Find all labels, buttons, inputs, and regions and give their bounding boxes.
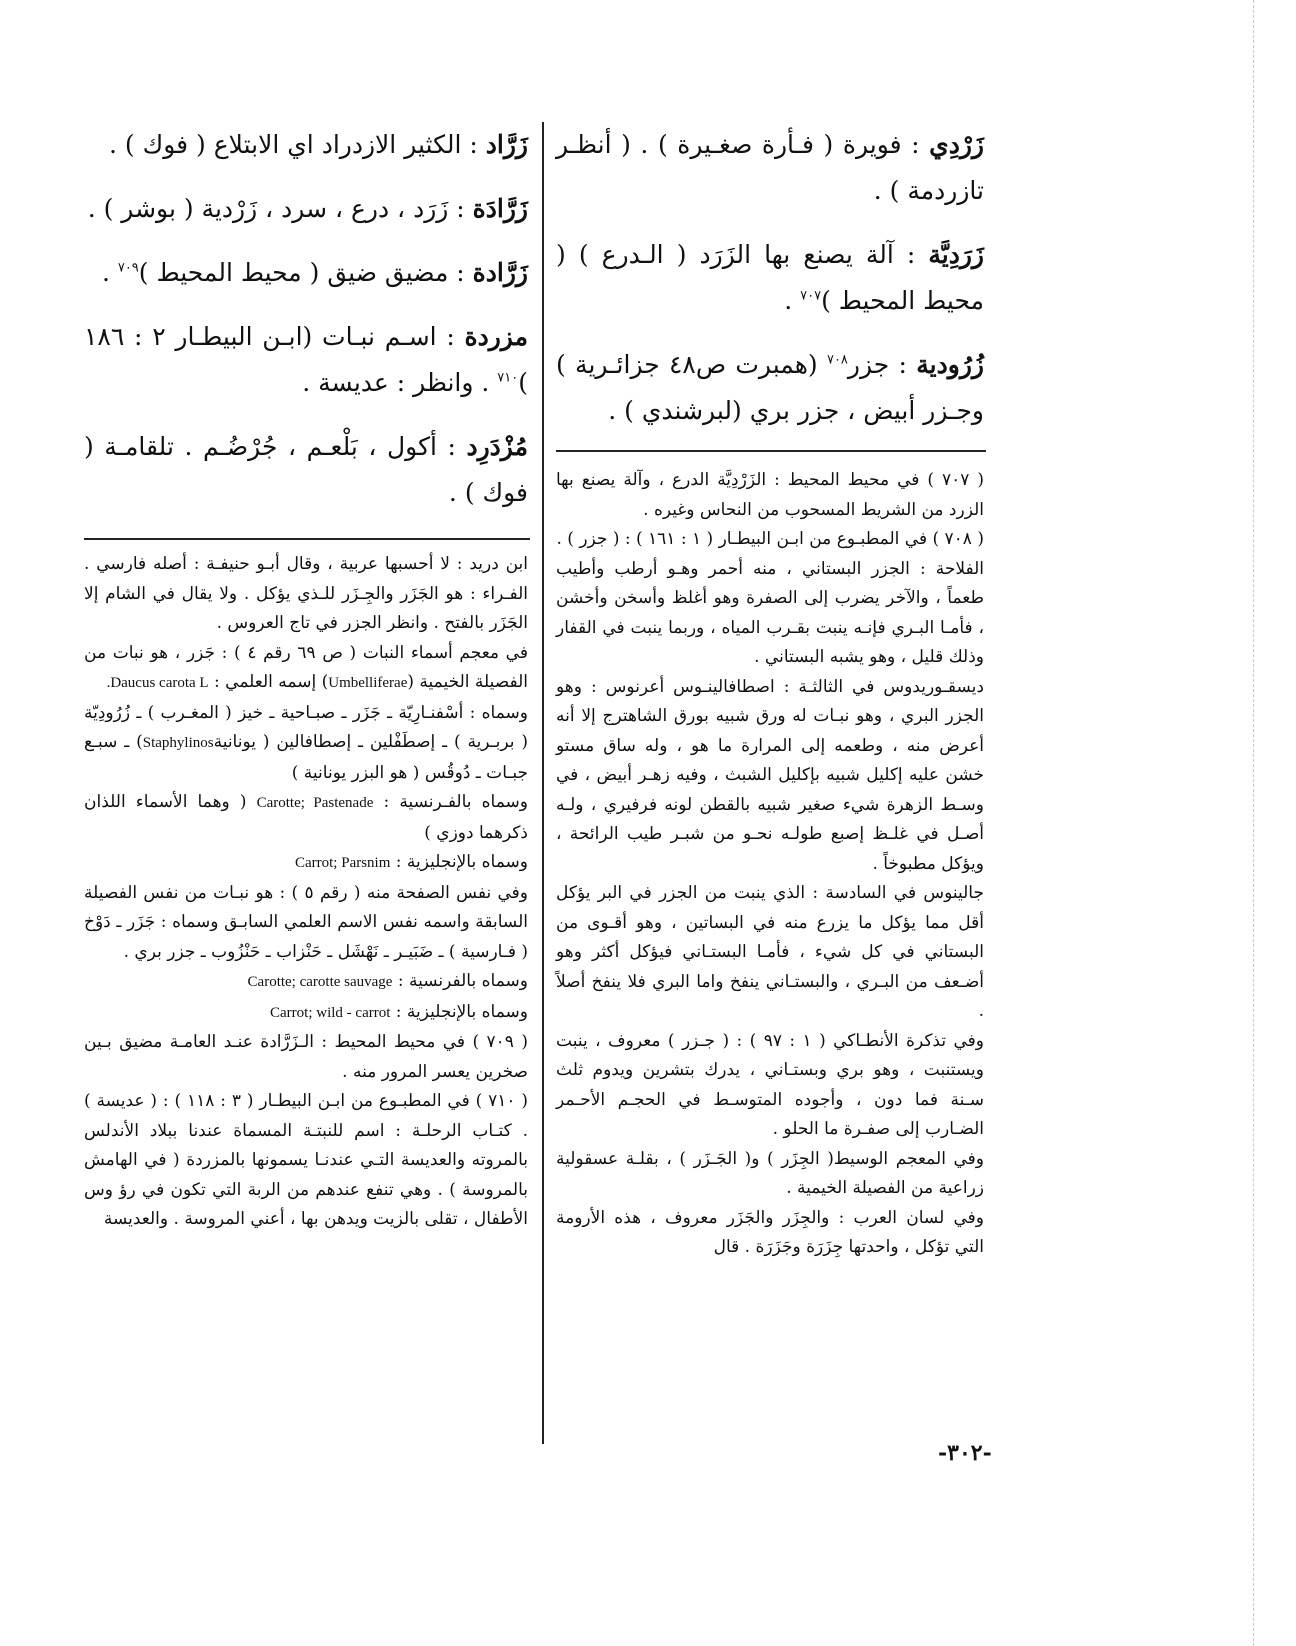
definition: : جزر — [847, 350, 917, 379]
definition: : اسـم نبـات (ابـن البيطـار ٢ : ١٨٦ ) — [84, 322, 528, 397]
definition: : الكثير الازدراد اي الابتلاع ( فوك ) . — [109, 130, 486, 159]
definition-tail: . — [101, 258, 118, 287]
footnote: وفي لسان العرب : والجِزَر والجَزَر معروف ، هذه الأرومة التي تؤكل ، واحدتها جِزَرَة وجَزَرَة . قال — [556, 1207, 984, 1257]
latin-term: Staphylinos — [142, 735, 214, 751]
headword: زَرْدِي — [929, 130, 984, 159]
page-edge — [1253, 0, 1254, 1646]
footnote: ابن دريد : لا أحسبها عربية ، وقال أبـو حنيفـة : أصله فارسي . الفـراء : هو الجَزَر والجِـزَر للـذي يؤكل . ولا يقال في الشام إلا الجَزَر بالفتح . وانظر الجزر في تاج العروس . — [84, 554, 528, 633]
definition: : زَرَد ، درع ، سرد ، زَرْدية ( بوشر ) . — [87, 194, 473, 223]
definition: : أكول ، بَلْعـم ، جُرْضُـم . تلقامـة ( فوك ) . — [84, 432, 528, 507]
definition-tail: . وانظر : عديسة . — [302, 368, 498, 397]
footnote-ref: ٧٠٧ — [800, 288, 822, 304]
footnote-rule — [556, 450, 986, 452]
entry — [556, 232, 984, 324]
footnote: وسماه بالفرنسية : Carotte; carotte sauvage — [247, 971, 528, 991]
footnote: ( ٧٠٧ ) في محيط المحيط : الزَرْدِيَّة الدرع ، وآلة يصنع بها الزرد من الشريط المسحوب من النحاس وغيره . — [556, 470, 984, 520]
latin-term: Carrot; wild - carrot — [270, 1004, 391, 1021]
footnote: وفي تذكرة الأنطـاكي ( ١ : ٩٧ ) : ( جـزر ) معروف ، ينبت ويستنبت ، وهو بري وبستـاني ، يدرك بتشرين ويدوم ثلث سـنة فما دون ، وأجوده المتوسـط في الحجـم الأحـمر الضـارب إلى صفـرة ما الحلو . — [556, 1030, 984, 1139]
footnote: ( ٧١٠ ) في المطبـوع من ابـن البيطـار ( ٣ : ١١٨ ) : ( عديسة ) . كتـاب الرحلـة : اسم للنبتـة المسماة عندنا ببلاد الأندلس بالمروته والعديسة التـي عندنـا يسمونها بالمزردة ( في الهامش بالمروسة ) . وهي تنفع عندهم من الربة التي تكون في رؤ وس الأطفال ، تقلى بالزيت ويدهن بها ، أعني المروسة . والعديسة — [84, 1091, 528, 1229]
headword: زَرَّادة — [472, 258, 528, 287]
footnote-ref: ٧٠٩ — [117, 260, 139, 276]
footnote: ( ٧٠٨ ) في المطبـوع من ابـن البيطـار ( ١ : ١٦١ ) : ( جزر ) . — [556, 529, 984, 549]
entry — [84, 314, 528, 406]
footnote: وسماه بالإنجليزية : Carrot; wild - carrot — [270, 1001, 528, 1022]
entry — [556, 122, 984, 214]
footnote: وسماه بالإنجليزية : Carrot; Parsnim — [294, 852, 528, 872]
headword: زَرَّادَة — [472, 194, 528, 223]
footnote: الفلاحة : الجزر البستاني ، منه أحمر وهـو أرطب وأطيب طعماً ، والآخر يضرب إلى الصفرة وهو أغلظ وأسخن وأخشن ، فأمـا البـري فإنـه ينبت بقـرب المياه ، وربما ينبت في القفار وذلك قليل ، وهو يشبه البستاني . — [556, 558, 984, 667]
entry — [84, 250, 528, 296]
entry — [84, 424, 528, 516]
latin-term: Carotte; Pastenade — [256, 795, 374, 811]
footnote: ديسقـوريدوس في الثالثـة : اصطافالينـوس أعرنوس : وهو الجزر البري ، وهو نبـات له ورق شبيه بورق الشاهترج إلا أنه أعرض منه ، وطعمه إلى المرارة ما هو ، وله ساق مستو خشن عليه إكليل شبيه بإكليل الشبث ، وفيه زهـر أبيض ، في وسـط الزهرة شيء صغير شبيه بالقطن لونه فرفيري ، ولـه أصـل في غلـظ إصبع طولـه نحـو من شبـر طيب الرائحة ، ويؤكل مطبوخاً . — [556, 676, 984, 874]
right-footnotes — [556, 466, 984, 1263]
footnote: في معجم أسماء النبات ( ص ٦٩ رقم ٤ ) : جَزر ، هو نبات من الفصيلة الخيمية (Umbelliferae) إسمه العلمي : Daucus carota L. — [84, 642, 528, 692]
footnote-ref: ٧١٠ — [497, 370, 519, 386]
latin-term: Carotte; carotte sauvage — [247, 974, 393, 990]
definition-tail: (همبرت ص٤٨ جزائـرية ) وجـزر أبيض ، جزر بري (لبرشندي ) . — [556, 350, 984, 425]
footnote: جالينوس في السادسة : الذي ينبت من الجزر في البر يؤكل أقل مما يؤكل ما يزرع منه في البساتين ، وهو أقـوى من البستاني في كل شيء ، فأمـا البستـاني فيؤكل أكثر وهو أضـعف من البـري ، والبستـاني ينفخ واما البري فلا ينفخ أصلاً . — [556, 883, 984, 1021]
definition: : آلة يصنع بها الزَرَد ( الـدرع ) ( محيط المحيط ) — [556, 240, 984, 315]
footnote: وسماه بالفـرنسية : Carotte; Pastenade ( وهما الأسماء اللذان ذكرهما دوزي ) — [84, 792, 529, 843]
footnote: وفي المعجم الوسيط( الجِزَر ) و( الجَـزَر ) ، بقلـة عسقولية زراعية من الفصيلة الخيمية . — [556, 1148, 984, 1198]
definition: : فويرة ( فـأرة صغـيرة ) . ( أنظـر تازردمة ) . — [556, 130, 984, 205]
headword: مُزْدَرِد — [466, 432, 528, 461]
headword: زُرُودية — [916, 350, 984, 379]
right-entries — [556, 122, 984, 452]
column-divider — [542, 122, 544, 1444]
headword: زَرَّاد — [485, 130, 528, 159]
entry — [556, 342, 984, 434]
definition: : مضيق ضيق ( محيط المحيط ) — [138, 258, 473, 287]
headword: مزردة — [464, 322, 528, 351]
definition-tail: . — [784, 286, 801, 315]
entry — [84, 122, 528, 168]
entry — [84, 186, 528, 232]
latin-term: Umbelliferae — [328, 675, 408, 691]
left-entries — [84, 122, 528, 534]
footnote: وفي نفس الصفحة منه ( رقم ٥ ) : هو نبـات من نفس الفصيلة السابقة واسمه نفس الاسم العلمي السابـق وسماه : جَزَر ـ دَوْخ ( فـارسية ) ـ ضَبَيـر ـ نَهْشَل ـ حَنْزاب ـ حَنْزُوب ـ جزر بري . — [84, 882, 528, 962]
footnote: ( ٧٠٩ ) في محيط المحيط : الـزَرَّادة عنـد العامـة مضيق بـين صخرين يعسر المرور منه . — [84, 1032, 528, 1082]
left-footnotes — [84, 550, 528, 1235]
headword: زَرَدِيَّة — [928, 240, 984, 269]
latin-term: Daucus carota L. — [106, 675, 209, 691]
footnote-ref: ٧٠٨ — [826, 352, 848, 368]
footnote: وسماه : أسْفنـارِيّة ـ جَزَر ـ صبـاحية ـ خيز ( المغـرب ) ـ زُرُودِيّة ( بربـرية ) ـ إصطَفْلين ـ إصطافالين ( يونانيةStaphylinos) ـ سبـع جبـات ـ دُوقُس ( هو البزر يونانية ) — [84, 702, 528, 783]
page-number: -٣٠٢- — [938, 1440, 992, 1466]
footnote-rule — [84, 538, 530, 540]
latin-term: Carrot; Parsnim — [294, 855, 391, 871]
